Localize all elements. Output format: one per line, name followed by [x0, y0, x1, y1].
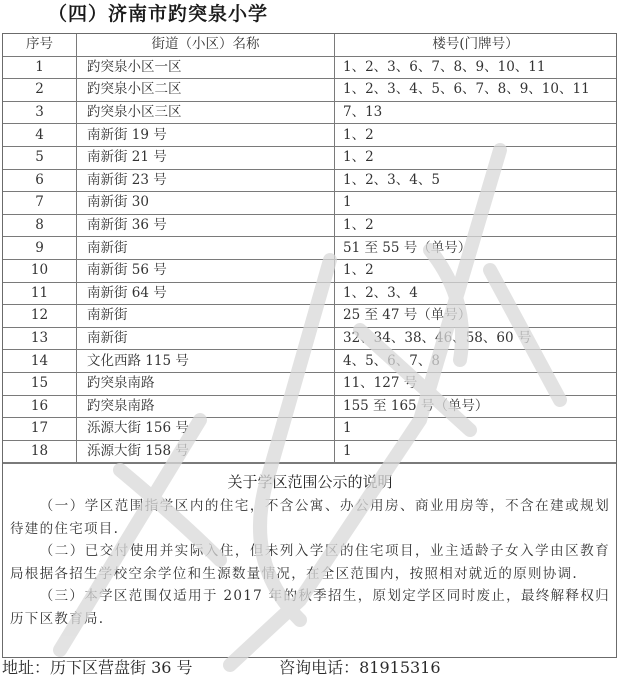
table-row	[3, 237, 616, 260]
header-building-number: 楼号(门牌号）	[335, 34, 617, 56]
row-building-numbers: 1、2、3、6、7、8、9、10、11	[335, 56, 617, 79]
table-row	[3, 192, 616, 215]
row-street-name: 趵突泉小区二区	[77, 79, 335, 102]
note-paragraph-1: （一）学区范围指学区内的住宅，不含公寓、办公用房、商业用房等，不含在建或规划待建的住宅项目.	[10, 498, 610, 537]
row-serial-number: 1	[3, 56, 77, 79]
table-row	[3, 305, 616, 328]
table-row	[3, 395, 616, 418]
row-serial-number: 7	[3, 192, 77, 215]
table-row	[3, 56, 616, 79]
row-street-name: 文化西路 115 号	[77, 350, 335, 373]
row-building-numbers: 1、2、3、4、5、6、7、8、9、10、11	[335, 79, 617, 102]
row-serial-number: 14	[3, 350, 77, 373]
header-street-name: 街道（小区）名称	[77, 34, 335, 56]
notes-title: 关于学区范围公示的说明	[227, 473, 393, 492]
table-row	[3, 146, 616, 169]
row-building-numbers: 1、2、3、4、5	[335, 169, 617, 192]
table-header-row	[3, 34, 616, 56]
note-paragraph-2: （二）已交付使用并实际入住，但未列入学区的住宅项目，业主适龄子女入学由区教育局根据各招生学校空余学位和生源数量情况，在全区范围内，按照相对就近的原则协调.	[10, 543, 610, 582]
row-street-name: 南新街 56 号	[77, 259, 335, 282]
row-serial-number: 17	[3, 418, 77, 441]
row-street-name: 南新街	[77, 237, 335, 260]
row-building-numbers: 1、2、3、4	[335, 282, 617, 305]
table-row	[3, 418, 616, 441]
row-serial-number: 2	[3, 79, 77, 102]
notes-section	[3, 463, 616, 657]
table-row	[3, 101, 616, 124]
row-building-numbers: 32、34、38、46、58、60 号	[335, 327, 617, 350]
footer-address: 地址：历下区营盘街 36 号	[2, 658, 193, 677]
row-building-numbers: 1、2	[335, 146, 617, 169]
row-serial-number: 4	[3, 124, 77, 147]
footer-contact	[2, 656, 441, 680]
school-district-table-container	[2, 33, 617, 658]
row-building-numbers: 4、5、6、7、8	[335, 350, 617, 373]
row-building-numbers: 7、13	[335, 101, 617, 124]
row-serial-number: 15	[3, 372, 77, 395]
row-serial-number: 5	[3, 146, 77, 169]
row-serial-number: 6	[3, 169, 77, 192]
header-serial-number: 序号	[3, 34, 77, 56]
table-row	[3, 259, 616, 282]
row-street-name: 南新街 64 号	[77, 282, 335, 305]
row-serial-number: 10	[3, 259, 77, 282]
row-street-name: 南新街 36 号	[77, 214, 335, 237]
row-building-numbers: 155 至 165 号（单号）	[335, 395, 617, 418]
section-title: （四）济南市趵突泉小学	[48, 3, 269, 25]
footer-phone: 咨询电话：81915316	[279, 658, 441, 677]
table-row	[3, 282, 616, 305]
row-building-numbers: 1、2	[335, 124, 617, 147]
row-street-name: 趵突泉南路	[77, 372, 335, 395]
row-street-name: 南新街 30	[77, 192, 335, 215]
row-building-numbers: 1	[335, 192, 617, 215]
table-row	[3, 327, 616, 350]
row-street-name: 南新街	[77, 327, 335, 350]
table-row	[3, 79, 616, 102]
table-row	[3, 124, 616, 147]
row-serial-number: 3	[3, 101, 77, 124]
row-building-numbers: 1、2	[335, 214, 617, 237]
row-street-name: 南新街 23 号	[77, 169, 335, 192]
row-street-name: 南新街	[77, 305, 335, 328]
table-body	[3, 56, 616, 463]
row-serial-number: 8	[3, 214, 77, 237]
row-serial-number: 12	[3, 305, 77, 328]
row-building-numbers: 1	[335, 440, 617, 463]
row-serial-number: 9	[3, 237, 77, 260]
row-building-numbers: 11、127 号	[335, 372, 617, 395]
row-building-numbers: 25 至 47 号（单号）	[335, 305, 617, 328]
row-building-numbers: 1、2	[335, 259, 617, 282]
table-row	[3, 214, 616, 237]
row-street-name: 趵突泉小区三区	[77, 101, 335, 124]
table-row	[3, 440, 616, 463]
row-street-name: 泺源大街 156 号	[77, 418, 335, 441]
note-paragraph-3: （三）本学区范围仅适用于 2017 年的秋季招生，原划定学区同时废止，最终解释权归历下区教育局.	[10, 588, 610, 627]
row-serial-number: 16	[3, 395, 77, 418]
row-street-name: 趵突泉南路	[77, 395, 335, 418]
table-row	[3, 372, 616, 395]
row-serial-number: 18	[3, 440, 77, 463]
row-serial-number: 13	[3, 327, 77, 350]
row-building-numbers: 51 至 55 号（单号）	[335, 237, 617, 260]
school-district-table	[3, 34, 616, 463]
row-street-name: 南新街 19 号	[77, 124, 335, 147]
row-street-name: 南新街 21 号	[77, 146, 335, 169]
row-street-name: 泺源大街 158 号	[77, 440, 335, 463]
row-building-numbers: 1	[335, 418, 617, 441]
table-row	[3, 169, 616, 192]
row-street-name: 趵突泉小区一区	[77, 56, 335, 79]
table-row	[3, 350, 616, 373]
row-serial-number: 11	[3, 282, 77, 305]
